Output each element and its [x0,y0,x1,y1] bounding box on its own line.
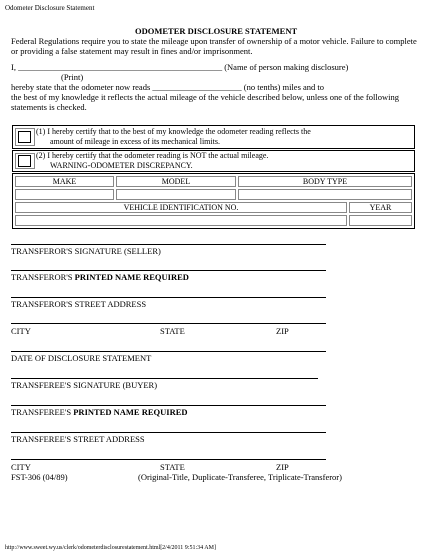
transferor-address-line[interactable] [11,297,326,298]
make-header: MAKE [15,176,114,187]
name-line[interactable]: I, ________________________________________________ (Name of person making disclosure) [11,62,349,72]
transferor-city-line[interactable] [11,323,326,324]
transferee-city-label: CITY [11,462,31,472]
transferor-address-label: TRANSFEROR'S STREET ADDRESS [11,299,147,309]
body-type-header: BODY TYPE [238,176,412,187]
vin-field[interactable] [15,215,347,226]
footer-source-url: http://www.sweet.wy.us/clerk/odometerdisclosurestatement.html[2/4/2011 9:51:34 AM] [5,545,216,551]
print-label: (Print) [61,72,84,82]
transferor-signature-line[interactable] [11,244,326,245]
disclosure-date-line[interactable] [11,351,326,352]
transferor-printed-prefix: TRANSFEROR'S [11,272,75,282]
transferor-state-label: STATE [160,326,185,336]
transferee-printed-prefix: TRANSFEREE'S [11,407,74,417]
transferor-printed-name-line[interactable] [11,270,326,271]
certification-1-line-2: amount of mileage in excess of its mechanical limits. [50,137,220,146]
transferee-state-label: STATE [160,462,185,472]
intro-line-1: Federal Regulations require you to state the mileage upon transfer of ownership of a motor vehicle. Failure to complete [11,36,417,46]
intro-line-2: or providing a false statement may result in fines and/or imprisonment. [11,46,253,56]
model-header: MODEL [116,176,236,187]
transferee-printed-name-line[interactable] [11,405,326,406]
disclosure-date-label: DATE OF DISCLOSURE STATEMENT [11,353,152,363]
form-number: FST-306 (04/89) [11,472,68,482]
form-title: ODOMETER DISCLOSURE STATEMENT [135,26,298,36]
transferee-address-label: TRANSFEREE'S STREET ADDRESS [11,434,145,444]
transferee-signature-line[interactable] [11,378,318,379]
vin-header: VEHICLE IDENTIFICATION NO. [15,202,347,213]
transferor-zip-label: ZIP [276,326,289,336]
page-header-title: Odometer Disclosure Statement [5,4,95,12]
copies-note: (Original-Title, Duplicate-Transferee, Triplicate-Transferor) [138,472,342,482]
transferor-printed-required: PRINTED NAME REQUIRED [74,272,189,282]
certification-2-line-1: (2) I hereby certify that the odometer reading is NOT the actual mileage. [36,151,269,160]
certification-2-checkbox[interactable] [18,155,31,167]
vehicle-table [12,173,415,229]
transferor-printed-name-label [11,272,189,283]
knowledge-line-2: statements is checked. [11,102,87,112]
knowledge-line-1: the best of my knowledge it reflects the actual mileage of the vehicle described below, unless one of the following [11,92,399,102]
certification-2-box [12,150,415,172]
transferor-signature-label: TRANSFEROR'S SIGNATURE (SELLER) [11,246,161,256]
year-field[interactable] [349,215,412,226]
make-field[interactable] [15,189,114,200]
certification-1-checkbox[interactable] [18,131,31,143]
model-field[interactable] [116,189,236,200]
certification-1-box [12,125,415,149]
transferee-address-line[interactable] [11,432,326,433]
transferee-zip-label: ZIP [276,462,289,472]
odometer-line[interactable]: hereby state that the odometer now reads _____________________ (no tenths) miles and to [11,82,325,92]
transferee-printed-name-label [11,407,188,418]
transferee-printed-required: PRINTED NAME REQUIRED [73,407,188,417]
transferor-city-label: CITY [11,326,31,336]
transferee-signature-label: TRANSFEREE'S SIGNATURE (BUYER) [11,380,158,390]
transferee-city-line[interactable] [11,459,326,460]
year-header: YEAR [349,202,412,213]
body-type-field[interactable] [238,189,412,200]
certification-1-line-1: (1) I hereby certify that to the best of my knowledge the odometer reading reflects the [36,127,311,136]
certification-2-line-2: WARNING-ODOMETER DISCREPANCY. [50,161,193,170]
